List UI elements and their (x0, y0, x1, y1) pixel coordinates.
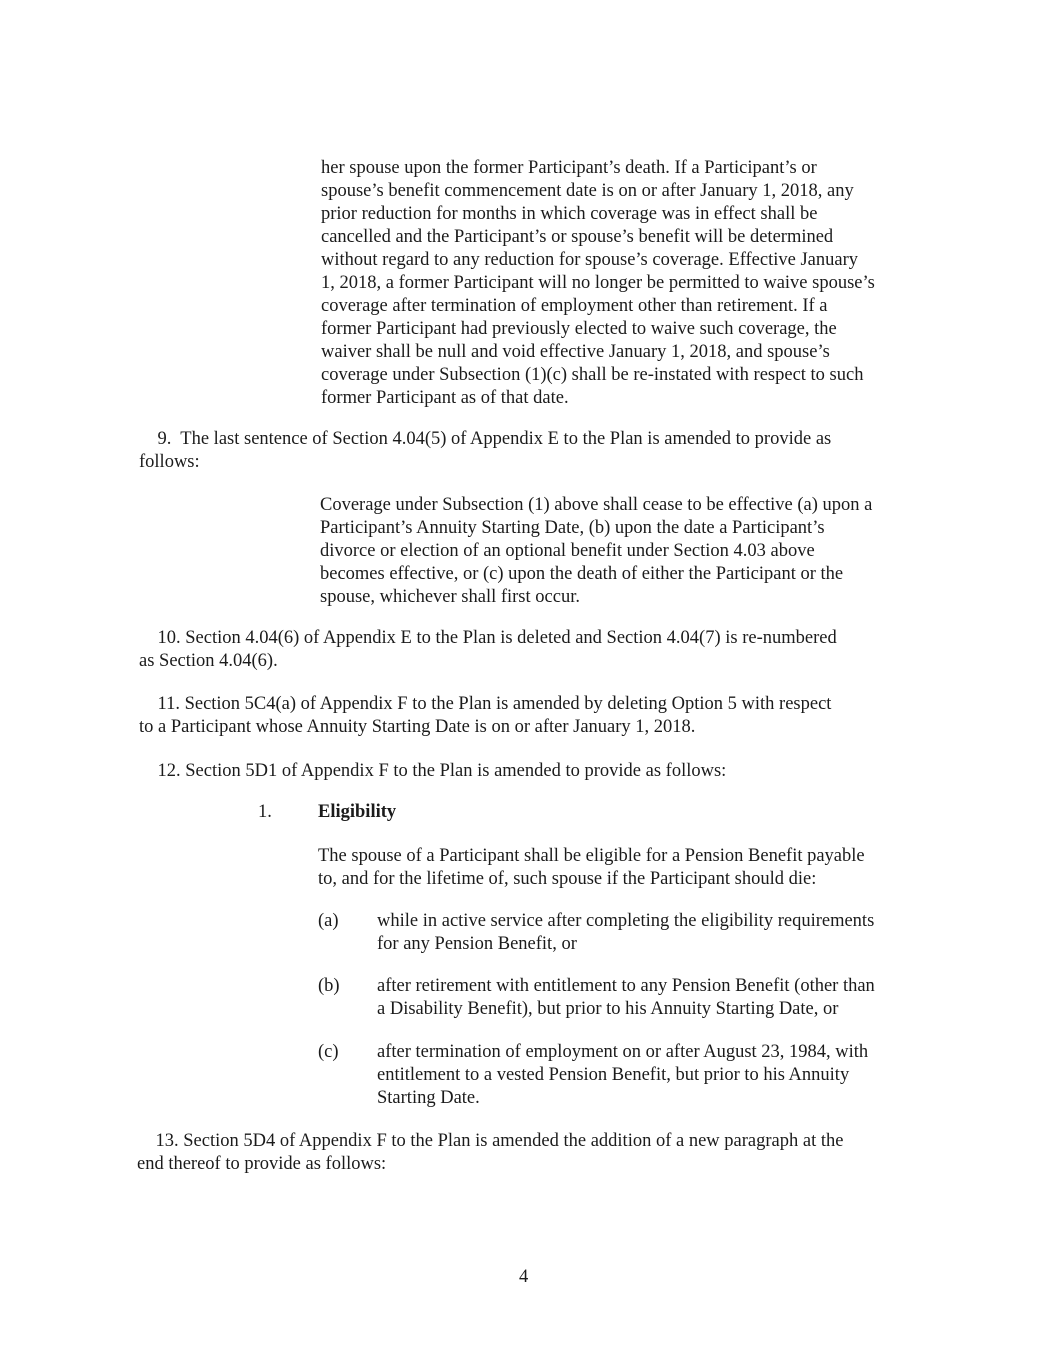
subsection-heading: Eligibility (318, 802, 397, 822)
text-line: spouse, whichever shall first occur. (320, 587, 580, 607)
text-line: 11. Section 5C4(a) of Appendix F to the Plan is amended by deleting Option 5 with respect (139, 694, 832, 714)
condition-b-text (377, 975, 875, 1021)
text-line: spouse’s benefit commencement date is on or after January 1, 2018, any (321, 181, 854, 201)
item-12-paragraph (139, 760, 726, 783)
text-line: divorce or election of an optional benefit under Section 4.03 above (320, 541, 815, 561)
text-line: as Section 4.04(6). (139, 651, 278, 671)
text-line: The spouse of a Participant shall be eligible for a Pension Benefit payable (318, 846, 865, 866)
text-line: 10. Section 4.04(6) of Appendix E to the Plan is deleted and Section 4.04(7) is re-numbered (139, 628, 837, 648)
text-line: becomes effective, or (c) upon the death of either the Participant or the (320, 564, 844, 584)
page-number: 4 (519, 1267, 529, 1287)
text-line: her spouse upon the former Participant’s death. If a Participant’s or (321, 158, 817, 178)
condition-b-label: (b) (318, 976, 340, 996)
text-line: waiver shall be null and void effective January 1, 2018, and spouse’s (321, 342, 830, 362)
condition-a-text (377, 910, 874, 956)
subsection-number: 1. (258, 802, 272, 822)
text-line: end thereof to provide as follows: (137, 1154, 387, 1174)
text-line: Coverage under Subsection (1) above shall cease to be effective (a) upon a (320, 495, 873, 515)
text-line: prior reduction for months in which coverage was in effect shall be (321, 204, 818, 224)
condition-a-label: (a) (318, 911, 339, 931)
text-line: for any Pension Benefit, or (377, 934, 577, 954)
text-line: to, and for the lifetime of, such spouse if the Participant should die: (318, 869, 817, 889)
text-line: entitlement to a vested Pension Benefit, but prior to his Annuity (377, 1065, 850, 1085)
text-line: cancelled and the Participant’s or spouse’s benefit will be determined (321, 227, 834, 247)
text-line: to a Participant whose Annuity Starting Date is on or after January 1, 2018. (139, 717, 696, 737)
item-9-amended-text (320, 494, 872, 609)
text-line: coverage under Subsection (1)(c) shall be re-instated with respect to such (321, 365, 864, 385)
item-13-paragraph (137, 1130, 843, 1176)
item-9-paragraph (139, 428, 831, 474)
text-line: 13. Section 5D4 of Appendix F to the Plan is amended the addition of a new paragraph at the (137, 1131, 844, 1151)
text-line: 12. Section 5D1 of Appendix F to the Plan is amended to provide as follows: (139, 761, 727, 781)
item-11-paragraph (139, 693, 831, 739)
text-line: without regard to any reduction for spouse’s coverage. Effective January (321, 250, 858, 270)
item-10-paragraph (139, 627, 837, 673)
text-line: a Disability Benefit), but prior to his Annuity Starting Date, or (377, 999, 839, 1019)
text-line: Participant’s Annuity Starting Date, (b) upon the date a Participant’s (320, 518, 825, 538)
continuation-paragraph (321, 157, 875, 410)
text-line: coverage after termination of employment other than retirement. If a (321, 296, 828, 316)
text-line: while in active service after completing the eligibility requirements (377, 911, 875, 931)
eligibility-intro (318, 845, 865, 891)
text-line: Starting Date. (377, 1088, 480, 1108)
text-line: follows: (139, 452, 200, 472)
text-line: former Participant as of that date. (321, 388, 569, 408)
condition-c-label: (c) (318, 1042, 339, 1062)
condition-c-text (377, 1041, 868, 1110)
text-line: 9. The last sentence of Section 4.04(5) of Appendix E to the Plan is amended to provide as (139, 429, 832, 449)
text-line: after retirement with entitlement to any Pension Benefit (other than (377, 976, 875, 996)
text-line: former Participant had previously elected to waive such coverage, the (321, 319, 837, 339)
text-line: 1, 2018, a former Participant will no longer be permitted to waive spouse’s (321, 273, 875, 293)
text-line: after termination of employment on or after August 23, 1984, with (377, 1042, 869, 1062)
